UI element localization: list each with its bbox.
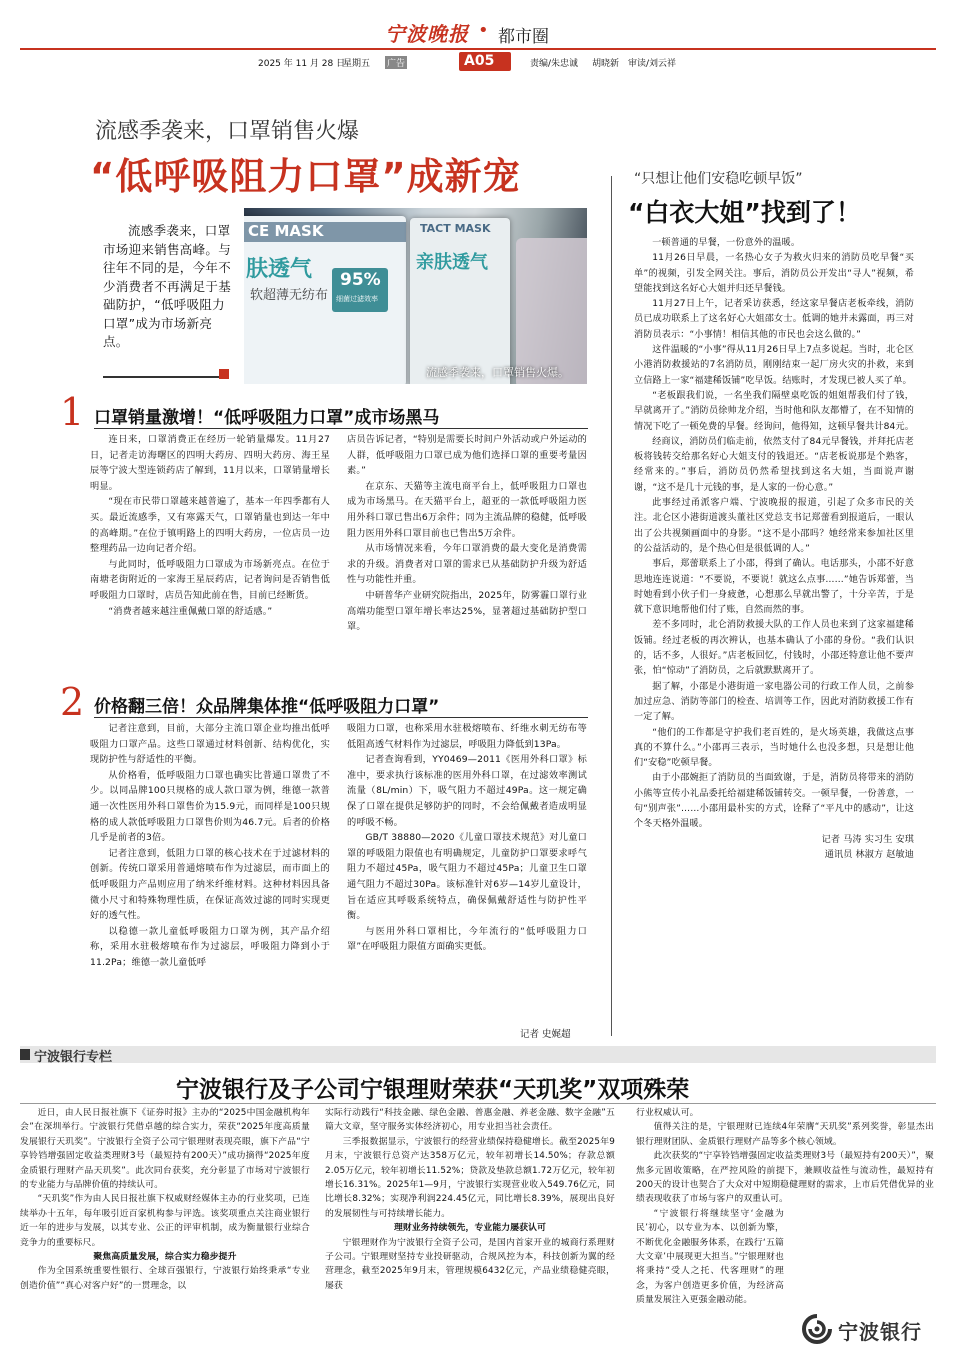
mask-package-far: [516, 238, 587, 384]
masthead-tag: 广告: [385, 56, 407, 69]
paragraph: 差不多同时，北仑消防救援大队的工作人员也来到了这家福建稀饭铺。经过老板的再次辨认，也基本确认了小邵的身份。“我们认识的，话不多，人很好。”店老板回忆，付钱时，小邵还特意让他不要声张，怕“惊动”了消防员，之后就默默离开了。: [634, 620, 914, 677]
masthead-proofreader: 审读/刘云祥: [628, 59, 677, 69]
paragraph: 在京东、天猫等主流电商平台上，低呼吸阻力口罩也成为市场黑马。在天猫平台上，超亚的一款低呼吸阻力医用外科口罩已售出6万余件；同为主流品牌的稳健，低呼吸阻力医用外科口罩目前也已售出5万余件。: [347, 480, 587, 539]
paragraph: “他们的工作都是守护我们老百姓的，是火场英雄，我做这点事真的不算什么。”小邵再三表示，当时她什么也没多想，只是想让他们“安稳”吃顿早餐。: [634, 727, 914, 769]
masthead-date: 2025 年 11 月 28 日: [258, 59, 346, 69]
section2-col2: [347, 721, 587, 955]
paragraph: 近日，由人民日报社旗下《证券时报》主办的“2025中国金融机构年会”在深圳举行。宁波银行凭借卓越的综合实力，荣获“2025年度高质量发展银行天玑奖”。宁波银行全资子公司宁银理财表现亮眼，旗下产品“宁享铃铛增强固定收益类理财3号（最短持有200天）”成功摘得“2025年度金质银行理财产品天玑奖”。此次同台获奖，充分彰显了市场对宁波银行的专业能力与品牌价值的持续认可。: [20, 1108, 310, 1191]
mask-package-right: [410, 218, 510, 384]
ad-label: 宁波银行专栏: [34, 1050, 113, 1065]
section2-col1: [90, 721, 330, 971]
paragraph: 此事经过甬派客户端、宁波晚报的报道，引起了众多市民的关注。北仑区小港街道渡头董社区党总支书记郑蕾看到报道后，一眼认出了公共视频画面中的身影。“这不是小邵吗？她经常来参加社区里的公益活动的，是个热心但是很低调的人。”: [634, 498, 914, 554]
paragraph: GB/T 38880—2020《儿童口罩技术规范》对儿童口罩的呼吸阻力限值也有明确规定，儿童防护口罩要求呼气阻力不超过45Pa，吸气阻力不超过45Pa；儿童卫生口罩通气阻力不超过30Pa。该标准针对6岁—14岁儿童设计，旨在适应其呼吸系统特点，确保佩戴舒适性与防护性平衡。: [347, 832, 587, 922]
paragraph: 事后，郑蕾联系上了小邵，得到了确认。电话那头，小邵不好意思地连连说道：“不要说，不要说！就这么点事……”她告诉郑蕾，当时她看到小伙子们一身疲惫，心想那么早就出警了，十分辛苦，于是就下意识地帮他们付了账，自然而然的事。: [634, 559, 914, 616]
paragraph: 此次获奖的“宁享铃铛增强固定收益类理财3号（最短持有200天）”，聚焦多元固收策略，在严控风险的前提下，兼顾收益性与流动性，最短持有200天的设计也契合了大众对中短期稳健理财的需求，上市后凭借优异的业绩表现收获了市场与客户的双重认可。: [636, 1151, 934, 1205]
lead-underline: [103, 376, 221, 378]
photo-text-7: 亲肤透气: [416, 252, 488, 273]
ad-subhead2: 理财业务持续领先，专业能力屡获认可: [393, 1223, 547, 1234]
paragraph: 宁银理财作为宁波银行全资子公司，是国内首家开业的城商行系理财子公司。宁银理财坚持专业投研驱动，合规风控为本，科技创新为翼的经营理念，截至2025年9月末，管理规模6432亿元，产品业绩稳健亮眼，屡获: [325, 1237, 615, 1291]
paragraph: 以稳德一款儿童低呼吸阻力口罩为例，其产品介绍称，采用水驻极熔喷布作为过滤层，呼吸阻力降到小于11.2Pa；维德一款儿童低呼: [90, 925, 330, 968]
paragraph: 作为全国系统重要性银行、全球百强银行，宁波银行始终秉承“专业创造价值”“真心对客户好”的一贯理念，以: [20, 1266, 310, 1291]
paragraph: 店员告诉记者，“特别是需要长时间户外活动或户外运动的人群，低呼吸阻力口罩已成为他们选择口罩的重要考量因素。”: [347, 434, 587, 477]
paragraph: 与此同时，低呼吸阻力口罩成为市场新亮点。在位于南塘老街附近的一家海王星辰药店，记者询问是否销售低呼吸阻力口罩时，店员告知此前在售，目前已经断货。: [90, 558, 330, 601]
article2-body: [634, 236, 914, 863]
masthead-bullet: •: [478, 20, 489, 41]
section2-title: 价格翻三倍！众品牌集体推“低呼吸阻力口罩”: [94, 697, 440, 717]
paragraph: 值得关注的是，宁银理财已连续4年荣膺“天玑奖”系列奖誉，彰显杰出银行理财团队、金质银行理财产品等多个核心领域。: [636, 1122, 934, 1147]
section1-rule: [94, 428, 588, 429]
paragraph: 吸阻力口罩，也称采用水驻极熔喷布、纤维水刺无纺布等低阻高透气材料作为过滤层，呼吸阻力降低到13Pa。: [347, 723, 587, 750]
article1-byline: 记者 史娓超: [520, 1029, 571, 1040]
article2-kicker: “只想让他们安稳吃顿早饭”: [634, 171, 803, 187]
ad-headline: 宁波银行及子公司宁银理财荣获“天玑奖”双项殊荣: [176, 1077, 690, 1103]
bank-logo-text: 宁波银行: [838, 1320, 922, 1344]
paragraph: “天玑奖”作为由人民日报社旗下权威财经媒体主办的行业奖项，已连续举办十五年，每年吸引近百家机构参与评选。该奖项重点关注商业银行近一年的进步与发展，以其专业、公正的评审机制，成为衡量银行业综合竞争力的重要标尺。: [20, 1194, 310, 1248]
section1-number: 1: [60, 390, 85, 434]
column-divider: [611, 176, 612, 1036]
paragraph: 与医用外科口罩相比，今年流行的“低呼吸阻力口罩”在呼吸阻力限值方面确实更低。: [347, 925, 587, 953]
paragraph: 一顿普通的早餐，一份意外的温暖。: [652, 238, 801, 248]
section2-rule: [94, 717, 588, 718]
paragraph: 中研普华产业研究院指出，2025年，防雾霾口罩行业高端功能型口罩年增长率达25%，显著超过基础防护型口罩。: [347, 589, 587, 633]
photo-text-1: CE MASK: [248, 222, 324, 240]
article2-byline1: 记者 马涛 实习生 安琪: [821, 834, 914, 845]
masthead-section: 都市圈: [498, 27, 549, 47]
paragraph: 记者注意到，低阻力口罩的核心技术在于过滤材料的创新。传统口罩采用普通熔喷布作为过滤层，而市面上的低呼吸阻力产品则应用了纳米纤维材料。这种材料因具备微小尺寸和特殊物理性质，在保证高效过滤的同时实现更好的透气性。: [90, 847, 330, 922]
ad-subhead1: 聚焦高质量发展，综合实力稳步提升: [93, 1252, 237, 1263]
photo-text-6: TACT MASK: [420, 222, 491, 235]
paragraph: 11月27日上午，记者采访获悉，经这家早餐店老板牵线，消防员已成功联系上了这名好心大姐邵女士。低调的她并未露面，再三对消防员表示：“小事情！相信其他的市民也会这么做的。”: [634, 299, 914, 340]
bank-logo-icon: [802, 1314, 832, 1344]
article1-headline: “低呼吸阻力口罩”成新宠: [90, 155, 521, 198]
paragraph: 记者注意到，目前，大部分主流口罩企业均推出低呼吸阻力口罩产品。这些口罩通过材料创新、结构优化，实现防护性与舒适性的平衡。: [90, 723, 330, 766]
masthead-weekday: 星期五: [343, 59, 371, 69]
ad-rule: [20, 1103, 936, 1104]
section1-col1: [90, 432, 330, 619]
photo-text-3: 软超薄无纺布: [250, 288, 329, 303]
paragraph: 记者查询看到，YY0469—2011《医用外科口罩》标准中，要求执行该标准的医用外科口罩，在过滤效率测试流量（8L/min）下，吸气阻力不超过49Pa。这一规定确保了口罩在提供足够防护的同时，不会给佩戴者造成明显的呼吸不畅。: [347, 754, 587, 828]
photo-text-4: 95%: [340, 270, 381, 290]
paragraph: 从市场情况来看，今年口罩消费的最大变化是消费需求的升级。消费者对口罩的需求已从基础防护升级为舒适性与功能性并重。: [347, 543, 587, 586]
article1-lead: 流感季袭来，口罩市场迎来销售高峰。与往年不同的是，今年不少消费者不再满足于基础防护，“低呼吸阻力口罩”成为市场新亮点。: [103, 223, 232, 349]
masthead-designer: 胡晓新: [592, 59, 620, 69]
lead-marker-square: [219, 369, 229, 379]
paragraph: “宁波银行将继续坚守‘金融为民’初心，以专业为本、以创新为擎，不断优化金融服务体系，在践行‘五篇大文章’中展现更大担当。”宁银理财也将秉持“受人之托、代客理财”的理念，为客户创造更多价值，为经济高质量发展注入更强金融动能。: [636, 1208, 784, 1306]
paragraph: 行业权威认可。: [636, 1108, 699, 1118]
paragraph: 据了解，小邵是小港街道一家电器公司的行政工作人员，之前参加过应急、消防等部门的检查、培训等工作，因此对消防救援工作有一定了解。: [634, 681, 914, 723]
paragraph: 从价格看，低呼吸阻力口罩也确实比普通口罩贵了不少。以同品牌100只规格的成人款口罩为例，维德一款普通一次性医用外科口罩售价为15.9元，而同样是100只规格的成人款低呼吸阻力口罩售价则为46.7元。后者的价格几乎是前者的3倍。: [90, 769, 330, 844]
photo-caption: 流感季袭来，口罩销售火爆。: [426, 366, 569, 379]
ad-label-bar: [20, 1046, 936, 1063]
paragraph: “现在市民带口罩越来越普遍了，基本一年四季都有人买。最近流感季，又有寒露天气，口罩销量也到达一年中的高峰期。”在位于镇明路上的四明大药房，一位店员一边整理药品一边向记者介绍。: [90, 496, 330, 555]
masthead: [0, 0, 956, 72]
ad-col1: [20, 1106, 310, 1364]
section2-number: 2: [60, 680, 85, 724]
paragraph: “消费者越来越注重佩戴口罩的舒适感。”: [108, 605, 273, 617]
bank-logo: [790, 1308, 936, 1352]
masthead-rule: [20, 48, 936, 50]
masthead-editor: 责编/朱忠诚: [530, 59, 579, 69]
article2-byline2: 通讯员 林淑方 赵敏迪: [824, 849, 914, 860]
section1-title: 口罩销量激增！“低呼吸阻力口罩”成市场黑马: [94, 408, 440, 428]
paragraph: 连日来，口罩消费正在经历一轮销量爆发。11月27日，记者走访海曙区的四明大药房、四明大药房、海王星辰等宁波大型连锁药店了解到，11月以来，口罩销量增长明显。: [90, 434, 330, 492]
article2-headline: “白衣大姐”找到了！: [628, 198, 861, 227]
paragraph: 11月26日早晨，一名热心女子为救火归来的消防员吃早餐“买单”的视频，引发全网关注。事后，消防员公开发出“寻人”视频，希望能找到这名好心大姐并归还早餐钱。: [634, 253, 914, 294]
section1-col2: [347, 432, 587, 635]
ad-col2: [325, 1106, 615, 1364]
photo-text-5: 细菌过滤效率: [336, 295, 378, 303]
photo-text-2: 肤透气: [246, 257, 313, 282]
paragraph: 三季报数据显示，宁波银行的经营业绩保持稳健增长。截至2025年9月末，宁波银行总资产达358万亿元，较年初增长14.50%；存款总额2.05万亿元，较年初增长11.52%；贷款及垫款总额1.72万亿元，较年初增长16.31%。2025年1—9月，宁波银行实现营业收入549.76亿元，同比增长8.32%；实现净利润224.45亿元，同比增长8.39%，展现出良好的发展韧性与可持续增长能力。: [325, 1136, 615, 1219]
page-number: A05: [464, 53, 495, 69]
masthead-paper-name: 宁波晚报: [385, 22, 469, 46]
paragraph: “老板跟我们说，一名坐我们隔壁桌吃饭的姐姐帮我们付了钱，早就离开了。”消防员徐帅龙介绍，当时他和队友都懵了，在不知情的情况下吃了一顿免费的早餐。经询问，他得知，这顿早餐共计84元。: [634, 390, 914, 432]
mask-photo: [244, 208, 587, 384]
paragraph: 由于小邵婉拒了消防员的当面致谢，于是，消防员将带来的消防小熊等宣传小礼品委托给福建稀饭铺转交。一顿早餐，一份善意，一句“别声张”……小邵用最朴实的方式，诠释了“平凡中的感动”，让这个冬天格外温暖。: [634, 773, 914, 830]
paragraph: 经商议，消防员们临走前，依然支付了84元早餐钱，并拜托店老板将钱转交给那名好心大姐支付的钱退还。“店老板说那是个熟客，经常来的。”事后，消防员仍然希望找到这名大姐，当面说声谢谢，“这不是几十元钱的事，是人家的一份心意。”: [634, 436, 914, 493]
paragraph: 实际行动践行“科技金融、绿色金融、普惠金融、养老金融、数字金融”五篇大文章，坚守服务实体经济初心，用专业担当社会责任。: [325, 1108, 615, 1133]
article1-kicker: 流感季袭来，口罩销售火爆: [95, 119, 360, 144]
ad-label-square: [20, 1049, 30, 1060]
paragraph: 这件温暖的“小事”得从11月26日早上7点多说起。当时，北仑区小港消防救援站的7名消防员，刚刚结束一起厂房火灾的扑救，来到立信路上一家“福建稀饭铺”吃早饭。结账时，才发现已被人买了单。: [634, 345, 914, 386]
